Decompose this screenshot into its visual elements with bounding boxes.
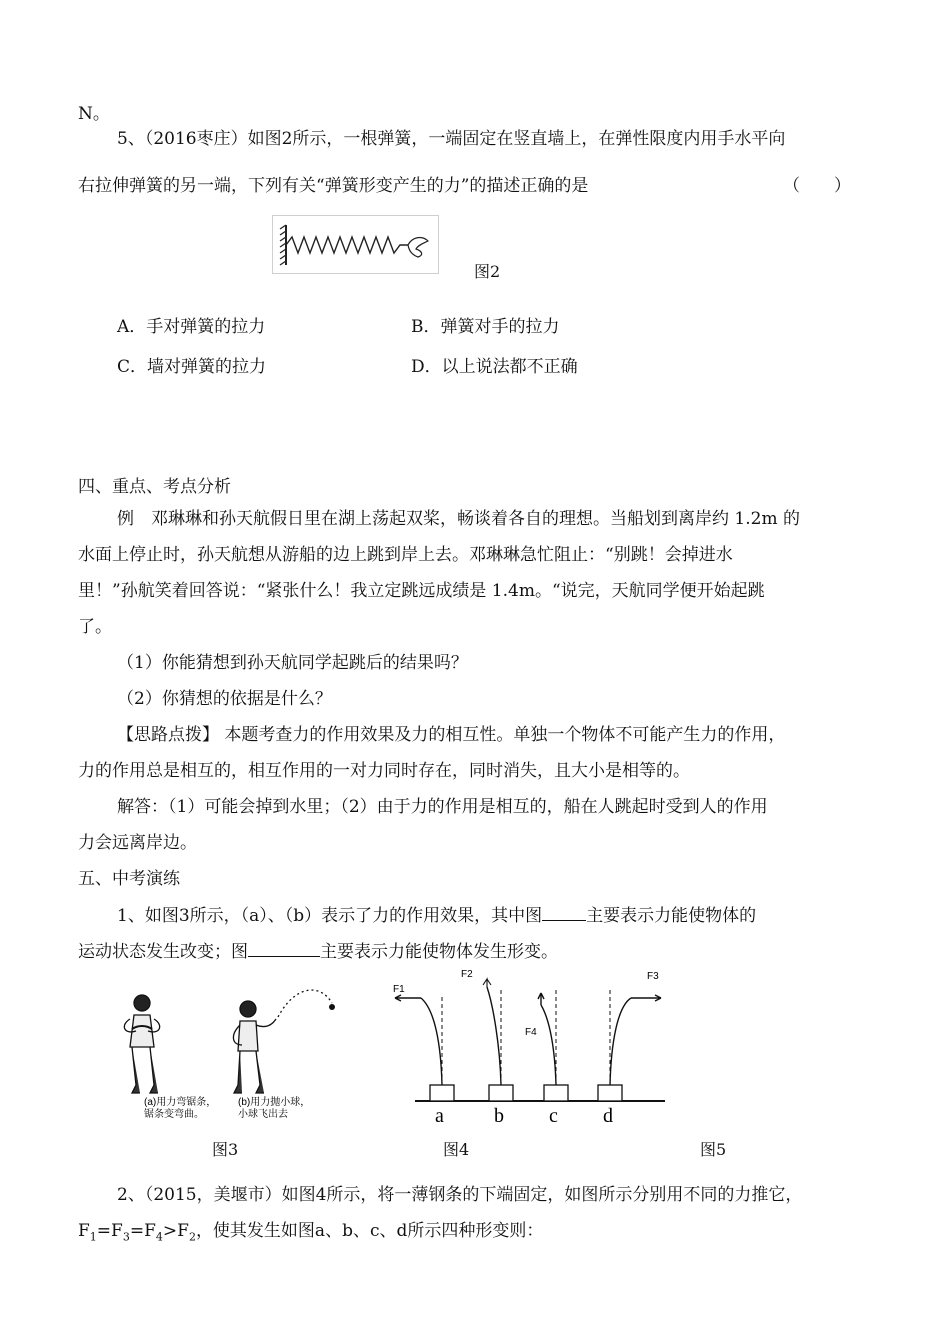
q5-option-c: C．墙对弹簧的拉力 <box>117 357 267 377</box>
figure-4-steel-strips <box>385 965 670 1130</box>
force-label-f4: F4 <box>525 1027 537 1038</box>
q2-line-2 <box>78 1220 543 1248</box>
q1-line-1 <box>117 904 756 927</box>
figure-4-caption: 图4 <box>443 1140 470 1159</box>
answer-line-2: 力会远离岸边。 <box>78 833 197 853</box>
force-label-f1: F1 <box>393 984 405 995</box>
force-label-f3: F3 <box>647 971 659 982</box>
section-4-heading: 四、重点、考点分析 <box>78 477 231 497</box>
q1-line-2 <box>78 940 558 963</box>
q1-line-1-start: 1、如图3所示，（a）、（b）表示了力的作用效果，其中图 <box>117 906 543 926</box>
example-question-2: （2）你猜想的依据是什么？ <box>117 689 332 709</box>
example-line-3: 里！”孙航笑着回答说：“紧张什么！我立定跳远成绩是 1.4m。“说完，天航同学便开始起跳 <box>78 581 765 601</box>
strip-label-c: c <box>549 1105 558 1127</box>
strip-label-d: d <box>603 1105 613 1127</box>
strip-label-b: b <box>494 1105 504 1127</box>
figure-2-caption: 图2 <box>474 262 501 281</box>
fig3-label-a-line2: 锯条变弯曲。 <box>144 1109 204 1120</box>
q2-line-2-text: ，使其发生如图a、b、c、d所示四种形变则： <box>195 1221 544 1241</box>
ball-icon <box>329 1004 335 1010</box>
q1-line-2-end: 主要表示力能使物体发生形变。 <box>320 942 558 962</box>
hint-line-1: 【思路点拨】 本题考查力的作用效果及力的相互性。单独一个物体不可能产生力的作用， <box>117 725 786 745</box>
example-question-1: （1）你能猜想到孙天航同学起跳后的结果吗？ <box>117 653 468 673</box>
q5-option-a: A．手对弹簧的拉力 <box>117 317 266 337</box>
example-line-2: 水面上停止时，孙天航想从游船的边上跳到岸上去。邓琳琳急忙阻止：“别跳！会掉进水 <box>78 545 733 565</box>
fig3-label-b-line1: (b)用力抛小球， <box>238 1097 311 1108</box>
person-bending-saw <box>124 995 159 1093</box>
q5-line-2: 右拉伸弹簧的另一端，下列有关“弹簧形变产生的力”的描述正确的是 <box>78 176 589 196</box>
q1-line-2-start: 运动状态发生改变；图 <box>78 942 248 962</box>
example-line-1: 例 邓琳琳和孙天航假日里在湖上荡起双桨，畅谈着各自的理想。当船划到离岸约 1.2m 的 <box>117 509 800 529</box>
figure-3-caption: 图3 <box>212 1140 239 1159</box>
force-relation: $F_1=F_3=F_4>F_2$ <box>78 1221 196 1244</box>
section-5-heading: 五、中考演练 <box>78 869 180 889</box>
fig3-label-b-line2: 小球飞出去 <box>238 1109 288 1120</box>
figure-3-illustration <box>110 985 335 1125</box>
q5-option-b: B．弹簧对手的拉力 <box>411 317 560 337</box>
figure-2-spring <box>272 215 440 275</box>
q5-option-d: D．以上说法都不正确 <box>411 357 578 377</box>
figure-5-caption: 图5 <box>700 1140 727 1159</box>
answer-blank-2[interactable] <box>248 940 320 957</box>
answer-blank-1[interactable] <box>542 904 586 921</box>
q5-line-1: 5、（2016枣庄）如图2所示，一根弹簧，一端固定在竖直墙上，在弹性限度内用手水平向 <box>117 129 786 149</box>
hint-line-2: 力的作用总是相互的，相互作用的一对力同时存在，同时消失，且大小是相等的。 <box>78 761 690 781</box>
fig3-label-a-line1: (a)用力弯锯条， <box>144 1097 217 1108</box>
q1-line-1-end: 主要表示力能使物体的 <box>586 906 757 926</box>
q2-line-1: 2、（2015，美堰市）如图4所示，将一薄钢条的下端固定，如图所示分别用不同的力推它， <box>117 1185 803 1205</box>
example-line-4: 了。 <box>78 617 112 637</box>
person-throwing-ball <box>233 990 332 1093</box>
force-label-f2: F2 <box>461 969 473 980</box>
strip-label-a: a <box>435 1105 444 1127</box>
continued-text: N。 <box>78 104 110 124</box>
answer-line-1: 解答：（1）可能会掉到水里；（2）由于力的作用是相互的，船在人跳起时受到人的作用 <box>117 797 768 817</box>
q5-answer-paren: （ ） <box>783 176 851 196</box>
